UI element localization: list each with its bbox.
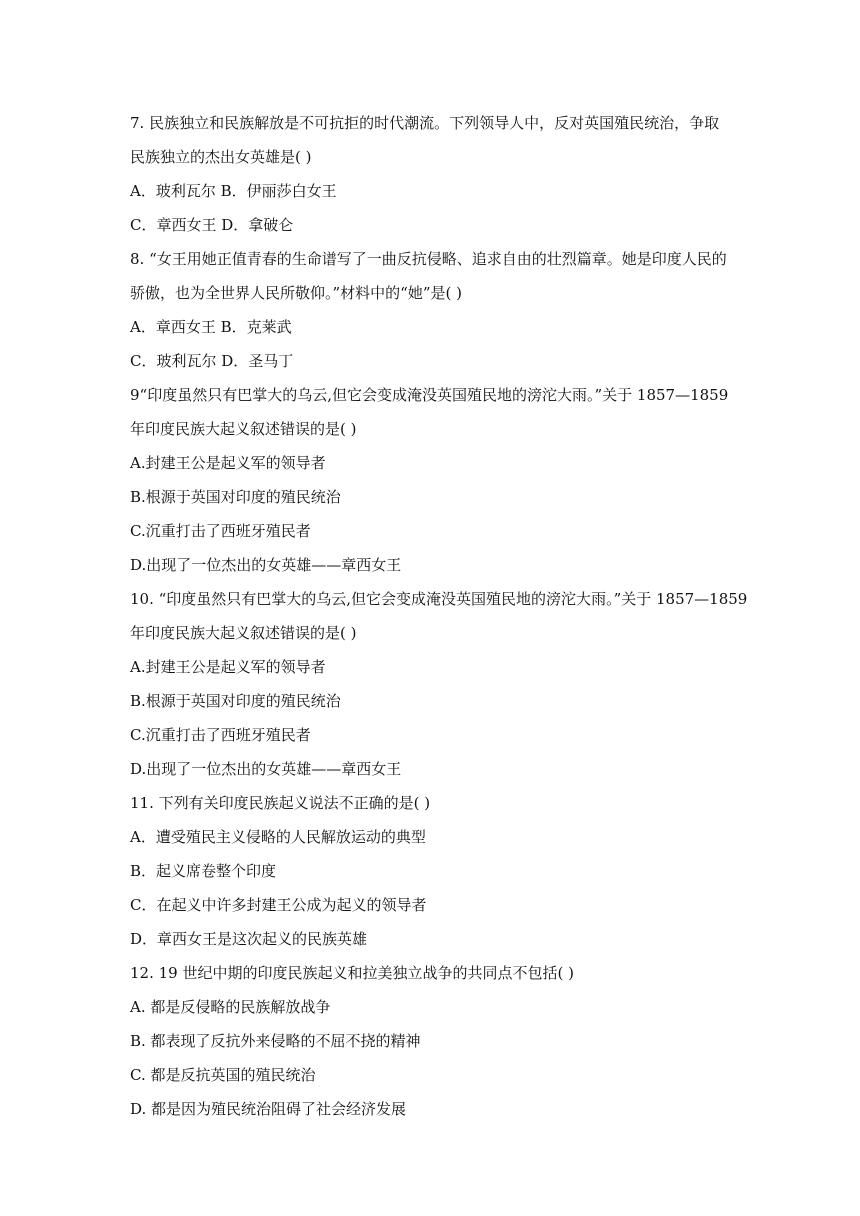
option-a: A. 都是反侵略的民族解放战争 [130, 998, 331, 1016]
question-7 [130, 106, 730, 242]
option-c: C.沉重打击了西班牙殖民者 [130, 522, 311, 540]
option-b: B.根源于英国对印度的殖民统治 [130, 488, 341, 506]
question-stem-line: 年印度民族大起义叙述错误的是( ) [130, 624, 357, 642]
option-c: C.沉重打击了西班牙殖民者 [130, 726, 311, 744]
question-8 [130, 242, 730, 378]
option-b: B．起义席卷整个印度 [130, 862, 277, 880]
option-d: D.出现了一位杰出的女英雄——章西女王 [130, 760, 402, 778]
question-stem-line: 10. “印度虽然只有巴掌大的乌云,但它会变成淹没英国殖民地的滂沱大雨。”关于 1857—1859 [130, 590, 748, 608]
option-line: C．章西女王 D．拿破仑 [130, 216, 294, 234]
option-b: B.根源于英国对印度的殖民统治 [130, 692, 341, 710]
option-b: B. 都表现了反抗外来侵略的不屈不挠的精神 [130, 1032, 421, 1050]
question-9 [130, 378, 730, 582]
option-c: C. 都是反抗英国的殖民统治 [130, 1066, 316, 1084]
option-c: C．在起义中许多封建王公成为起义的领导者 [130, 896, 427, 914]
option-d: D.出现了一位杰出的女英雄——章西女王 [130, 556, 402, 574]
option-line: A．玻利瓦尔 B．伊丽莎白女王 [130, 182, 337, 200]
question-stem-line: 9“印度虽然只有巴掌大的乌云,但它会变成淹没英国殖民地的滂沱大雨。”关于 1857—1859 [130, 386, 729, 404]
option-d: D．章西女王是这次起义的民族英雄 [130, 930, 368, 948]
question-stem-line: 骄傲，也为全世界人民所敬仰。”材料中的“她”是( ) [130, 284, 462, 302]
question-stem-line: 民族独立的杰出女英雄是( ) [130, 148, 312, 166]
question-stem-line: 年印度民族大起义叙述错误的是( ) [130, 420, 357, 438]
option-line: A．章西女王 B．克莱武 [130, 318, 292, 336]
question-stem-line: 7. 民族独立和民族解放是不可抗拒的时代潮流。下列领导人中，反对英国殖民统治，争取 [130, 114, 720, 132]
option-d: D. 都是因为殖民统治阻碍了社会经济发展 [130, 1100, 407, 1118]
question-stem-line: 8. “女王用她正值青春的生命谱写了一曲反抗侵略、追求自由的壮烈篇章。她是印度人民的 [130, 250, 727, 268]
question-stem-line: 12. 19 世纪中期的印度民族起义和拉美独立战争的共同点不包括( ) [130, 964, 574, 982]
question-11 [130, 786, 730, 956]
option-a: A.封建王公是起义军的领导者 [130, 454, 326, 472]
question-stem-line: 11. 下列有关印度民族起义说法不正确的是( ) [130, 794, 431, 812]
question-page [130, 106, 748, 1126]
question-10 [130, 582, 748, 786]
option-a: A.封建王公是起义军的领导者 [130, 658, 326, 676]
option-a: A．遭受殖民主义侵略的人民解放运动的典型 [130, 828, 426, 846]
question-12 [130, 956, 730, 1126]
option-line: C．玻利瓦尔 D．圣马丁 [130, 352, 294, 370]
